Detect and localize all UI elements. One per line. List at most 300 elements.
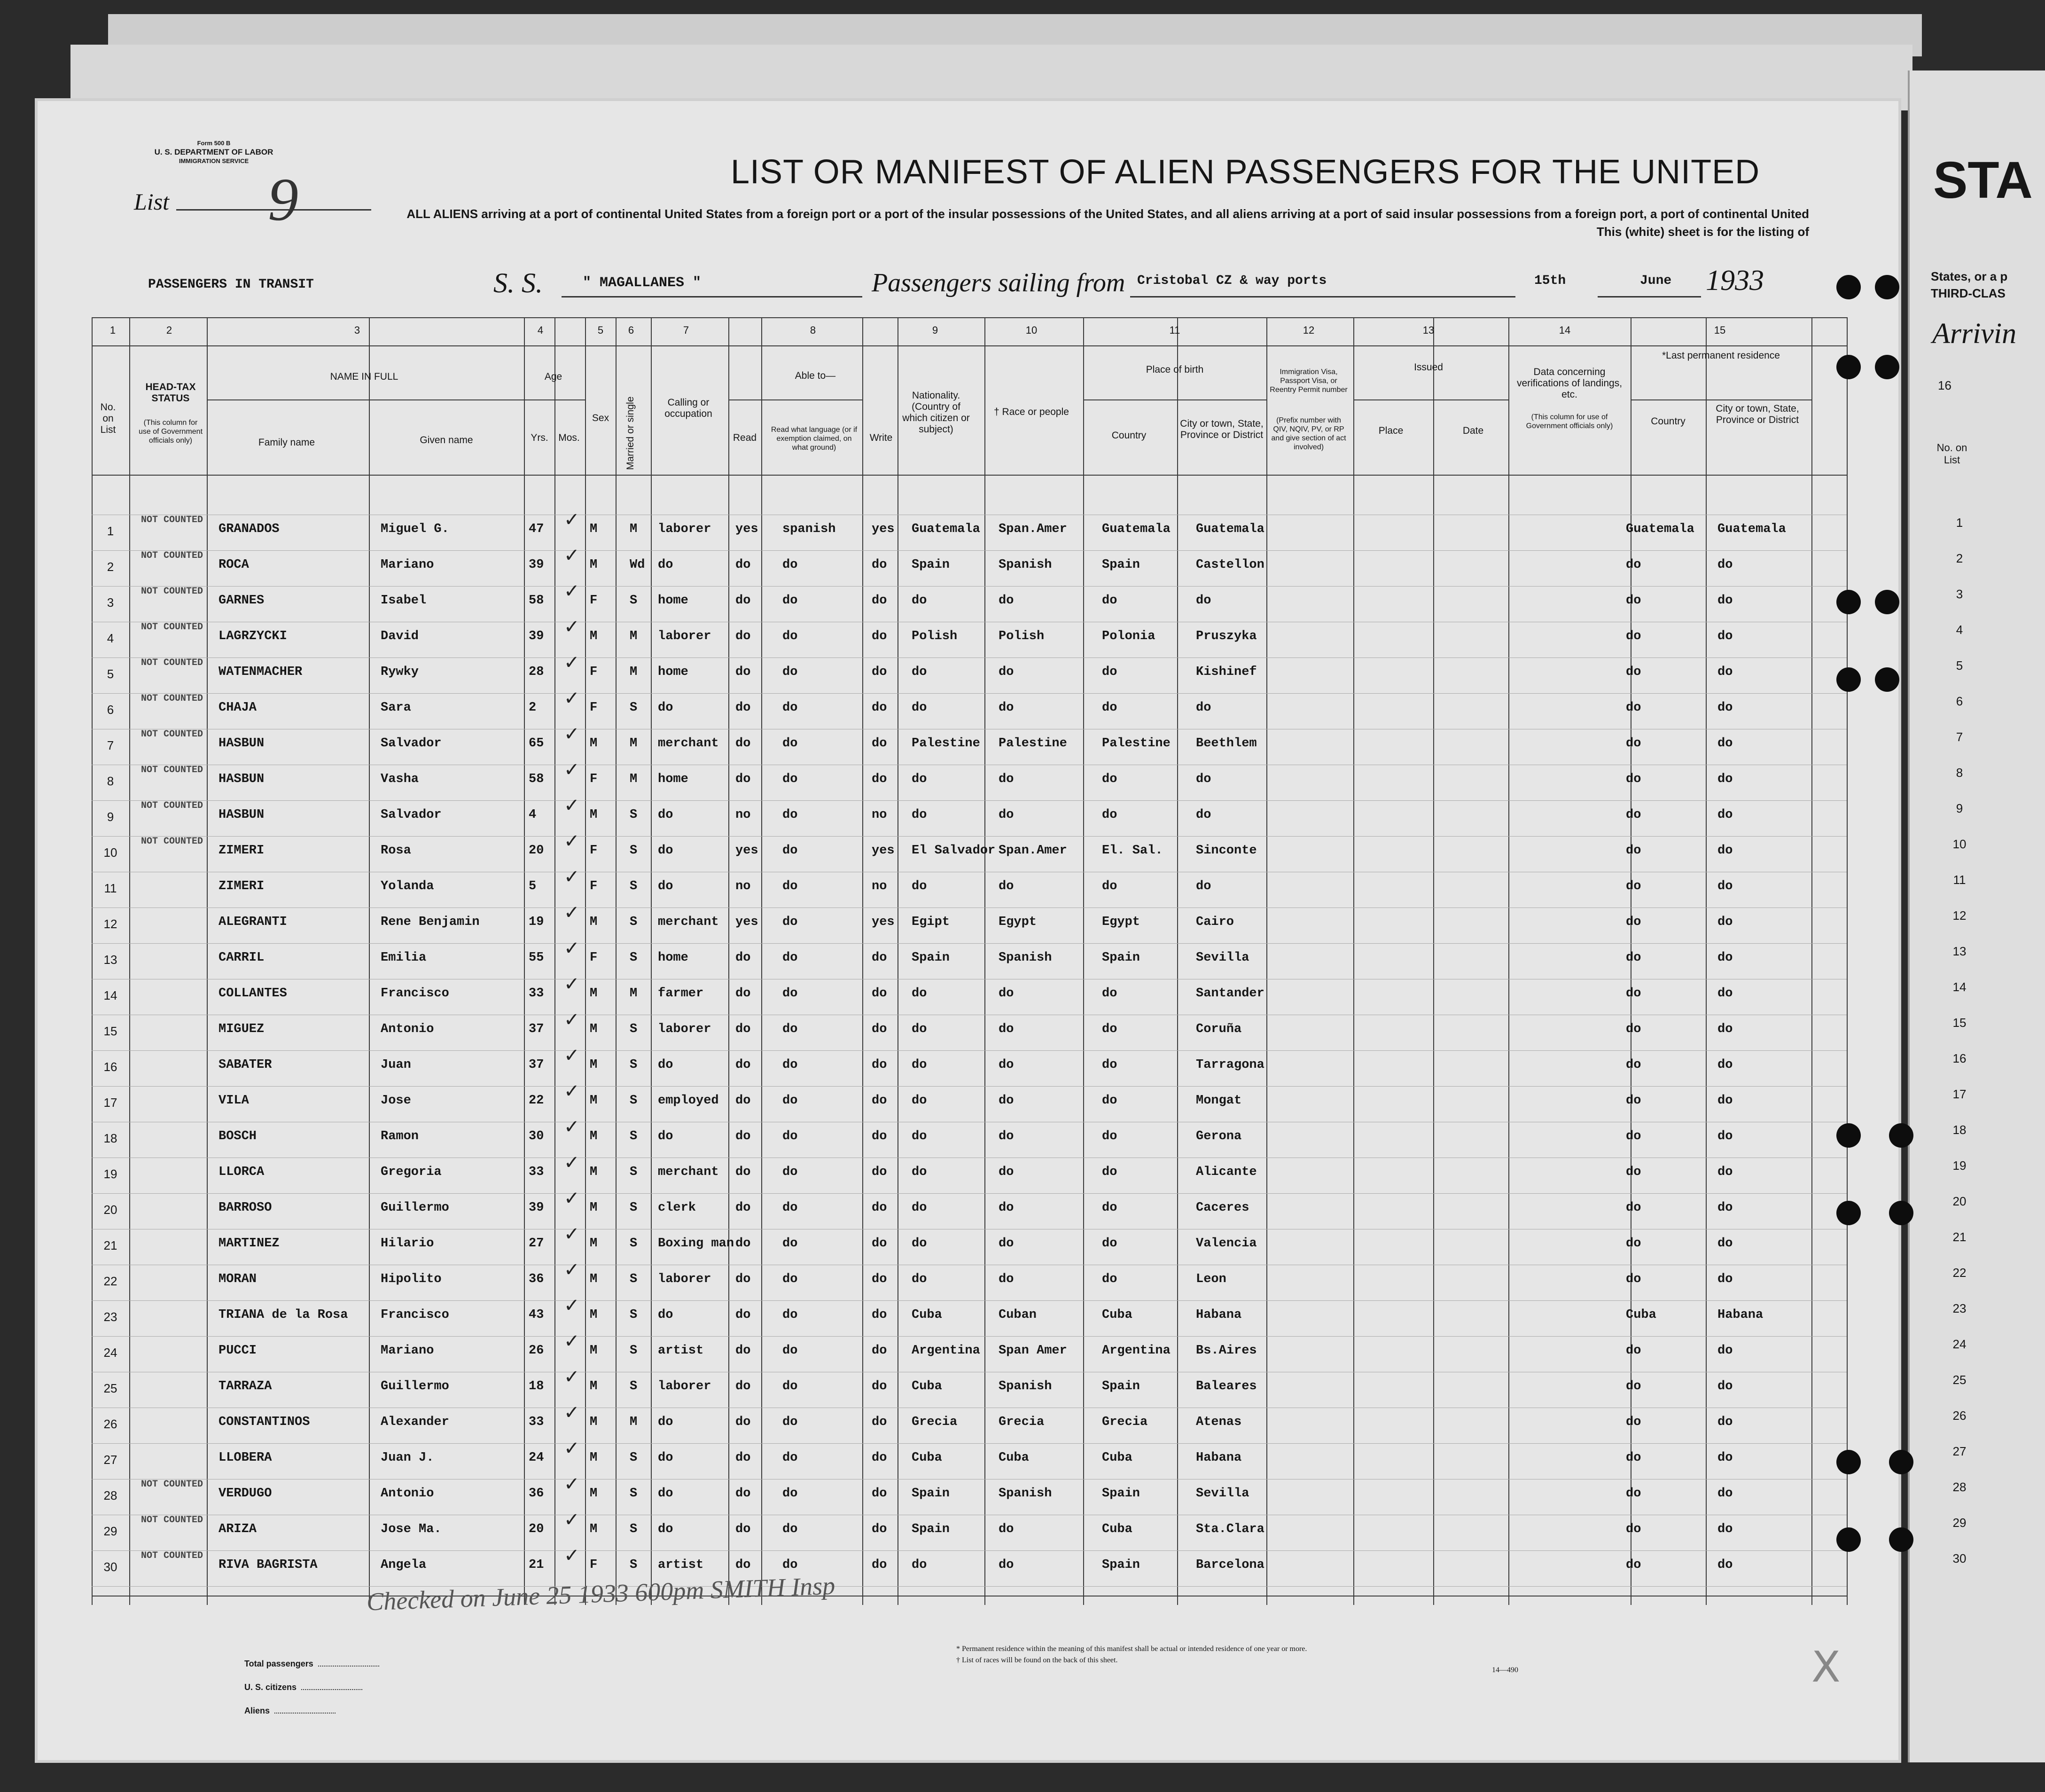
marital-status: S: [630, 1165, 638, 1179]
birth-country: do: [1102, 701, 1117, 715]
race: do: [999, 1558, 1014, 1572]
birth-country: Spain: [1102, 1487, 1140, 1501]
not-counted-stamp: NOT COUNTED: [141, 515, 203, 525]
read: do: [735, 1165, 751, 1179]
race: do: [999, 665, 1014, 679]
read: yes: [735, 844, 758, 858]
underlying-page-edge-2: [70, 45, 1912, 110]
residence-city: do: [1717, 1129, 1733, 1143]
birth-city: Sinconte: [1196, 844, 1257, 858]
write: do: [872, 1522, 887, 1536]
marital-status: S: [630, 1522, 638, 1536]
facing-row-number: 9: [1956, 801, 1963, 815]
check-mark-icon: ✓: [564, 1152, 580, 1174]
occupation: Boxing man: [658, 1236, 734, 1251]
col-num-1: 1: [109, 324, 116, 336]
birth-country: Guatemala: [1102, 522, 1171, 536]
marital-status: S: [630, 951, 638, 965]
birth-city: do: [1196, 808, 1211, 822]
residence-city: do: [1717, 1236, 1733, 1251]
facing-row-number: 12: [1952, 908, 1967, 923]
residence-country: do: [1626, 915, 1641, 929]
race: Spanish: [999, 1487, 1052, 1501]
marital-status: Wd: [630, 558, 645, 572]
read: do: [735, 1379, 751, 1393]
hdr-nationality: Nationality. (Country of which citizen or subject): [902, 390, 970, 435]
birth-city: do: [1196, 772, 1211, 786]
birth-city: Santander: [1196, 986, 1264, 1001]
col-num-5: 5: [597, 324, 604, 336]
read: do: [735, 594, 751, 608]
residence-country: do: [1626, 1415, 1641, 1429]
col-num-6: 6: [628, 324, 634, 336]
read: do: [735, 1487, 751, 1501]
marital-status: M: [630, 986, 638, 1001]
residence-country: Cuba: [1626, 1308, 1656, 1322]
sailing-day: 15th: [1534, 274, 1566, 288]
race: do: [999, 1272, 1014, 1286]
marital-status: S: [630, 1236, 638, 1251]
ss-label: S. S.: [493, 267, 543, 298]
residence-city: do: [1717, 665, 1733, 679]
table-row: [0, 973, 1967, 1019]
age: 58: [529, 594, 544, 608]
footer-citizens: U. S. citizens: [244, 1682, 362, 1692]
age: 30: [529, 1129, 544, 1143]
birth-country: do: [1102, 1058, 1117, 1072]
age: 55: [529, 951, 544, 965]
month-underline: [1598, 296, 1701, 297]
race: Span.Amer: [999, 522, 1067, 536]
table-row: [0, 545, 1963, 590]
sex: M: [590, 1058, 598, 1072]
birth-country: do: [1102, 594, 1117, 608]
age: 43: [529, 1308, 544, 1322]
residence-city: do: [1717, 701, 1733, 715]
write: do: [872, 736, 887, 751]
age: 39: [529, 558, 544, 572]
punch-hole: [1889, 1450, 1913, 1474]
given-name: Juan: [381, 1058, 411, 1072]
list-underline: [176, 209, 371, 211]
nationality: do: [912, 879, 927, 893]
read: do: [735, 986, 751, 1001]
race: do: [999, 1129, 1014, 1143]
hdr-given-name: Given name: [420, 435, 473, 446]
residence-country: do: [1626, 701, 1641, 715]
marital-status: S: [630, 1558, 638, 1572]
race: do: [999, 1058, 1014, 1072]
age: 24: [529, 1451, 544, 1465]
race: do: [999, 772, 1014, 786]
residence-country: do: [1626, 951, 1641, 965]
race: do: [999, 1165, 1014, 1179]
read-language: do: [782, 1058, 798, 1072]
sex: F: [590, 665, 598, 679]
row-number: 30: [103, 1560, 117, 1574]
row-number: 3: [107, 595, 114, 610]
residence-country: do: [1626, 1094, 1641, 1108]
birth-city: Beethlem: [1196, 736, 1257, 751]
nationality: do: [912, 594, 927, 608]
race: do: [999, 1094, 1014, 1108]
given-name: Jose: [381, 1094, 411, 1108]
write: no: [872, 879, 887, 893]
residence-country: do: [1626, 1558, 1641, 1572]
hdr-res-country: Country: [1651, 416, 1686, 427]
age: 22: [529, 1094, 544, 1108]
marital-status: M: [630, 736, 638, 751]
row-number: 14: [103, 988, 117, 1002]
read: do: [735, 701, 751, 715]
residence-city: do: [1717, 1451, 1733, 1465]
read-language: do: [782, 1522, 798, 1536]
birth-country: Spain: [1102, 1558, 1140, 1572]
age: 37: [529, 1022, 544, 1036]
sex: F: [590, 879, 598, 893]
nationality: do: [912, 1094, 927, 1108]
nationality: do: [912, 1236, 927, 1251]
check-mark-icon: ✓: [564, 1473, 580, 1495]
residence-country: do: [1626, 558, 1641, 572]
row-number: 17: [103, 1096, 117, 1110]
row-number: 21: [103, 1238, 117, 1252]
hdr-no-on-list: No. on List: [100, 402, 116, 435]
table-row: [0, 723, 1963, 769]
row-number: 25: [103, 1381, 117, 1395]
nationality: El Salvador: [912, 844, 996, 858]
birth-country: El. Sal.: [1102, 844, 1163, 858]
race: Egypt: [999, 915, 1037, 929]
marital-status: S: [630, 1272, 638, 1286]
read-language: do: [782, 1308, 798, 1322]
sex: M: [590, 1415, 598, 1429]
hdr-sex: Sex: [592, 413, 609, 423]
sex: M: [590, 736, 598, 751]
residence-country: do: [1626, 1487, 1641, 1501]
footer-code: 14—490: [1492, 1666, 1518, 1674]
residence-city: Guatemala: [1717, 522, 1786, 536]
residence-city: do: [1717, 1272, 1733, 1286]
given-name: Isabel: [381, 594, 427, 608]
age: 18: [529, 1379, 544, 1393]
read-language: do: [782, 1201, 798, 1215]
table-row: [0, 938, 1967, 983]
age: 4: [529, 808, 537, 822]
facing-row-number: 22: [1952, 1266, 1967, 1280]
residence-city: do: [1717, 844, 1733, 858]
read: do: [735, 1344, 751, 1358]
write: yes: [872, 915, 895, 929]
hdr-visa: Immigration Visa, Passport Visa, or Reentry Permit number: [1270, 368, 1348, 394]
transit-label: PASSENGERS IN TRANSIT: [148, 277, 314, 292]
grid-subhead-line: [524, 399, 585, 400]
read: do: [735, 1522, 751, 1536]
occupation: farmer: [658, 986, 704, 1001]
occupation: do: [658, 1522, 673, 1536]
birth-country: do: [1102, 665, 1117, 679]
age: 39: [529, 1201, 544, 1215]
facing-row-number: 4: [1956, 623, 1963, 637]
race: do: [999, 594, 1014, 608]
grid-subhead-line: [1631, 399, 1811, 400]
facing-row-number: 15: [1952, 1016, 1967, 1030]
birth-city: Barcelona: [1196, 1558, 1264, 1572]
read-language: do: [782, 1415, 798, 1429]
birth-city: Pruszyka: [1196, 629, 1257, 643]
age: 36: [529, 1272, 544, 1286]
read: do: [735, 1094, 751, 1108]
residence-country: do: [1626, 986, 1641, 1001]
occupation: artist: [658, 1344, 704, 1358]
residence-country: do: [1626, 1451, 1641, 1465]
sex: M: [590, 1451, 598, 1465]
write: do: [872, 1415, 887, 1429]
age: 2: [529, 701, 537, 715]
residence-country: do: [1626, 808, 1641, 822]
punch-hole: [1875, 667, 1899, 692]
check-mark-icon: ✓: [564, 973, 580, 995]
row-number: 11: [104, 881, 117, 895]
table-row: [0, 580, 1963, 626]
sex: F: [590, 701, 598, 715]
occupation: do: [658, 1451, 673, 1465]
hdr-write: Write: [869, 432, 893, 443]
table-row: [0, 688, 1963, 733]
family-name: VERDUGO: [219, 1487, 272, 1501]
given-name: Hipolito: [381, 1272, 442, 1286]
read-language: do: [782, 844, 798, 858]
facing-row-number: 14: [1952, 980, 1967, 994]
read: do: [735, 1272, 751, 1286]
write: do: [872, 1201, 887, 1215]
read-language: do: [782, 1094, 798, 1108]
punch-hole: [1889, 1201, 1913, 1225]
nationality: Cuba: [912, 1451, 942, 1465]
given-name: Rosa: [381, 844, 411, 858]
write: do: [872, 1165, 887, 1179]
given-name: Guillermo: [381, 1201, 449, 1215]
facing-row-number: 8: [1956, 766, 1963, 780]
table-row: [0, 1080, 1967, 1126]
given-name: Sara: [381, 701, 411, 715]
residence-city: do: [1717, 986, 1733, 1001]
age: 36: [529, 1487, 544, 1501]
grid-subhead-line: [1083, 399, 1266, 400]
facing-row-number: 11: [1953, 873, 1966, 887]
sex: M: [590, 1094, 598, 1108]
nationality: do: [912, 772, 927, 786]
family-name: LAGRZYCKI: [219, 629, 287, 643]
birth-city: Cairo: [1196, 915, 1234, 929]
hdr-issued-place: Place: [1378, 425, 1404, 436]
occupation: artist: [658, 1558, 704, 1572]
hdr-visa-note: (Prefix number with QIV, NQIV, PV, or RP and give section of act involved): [1271, 416, 1346, 451]
sex: M: [590, 1022, 598, 1036]
write: do: [872, 951, 887, 965]
read-language: do: [782, 1129, 798, 1143]
nationality: Grecia: [912, 1415, 958, 1429]
check-mark-icon: ✓: [564, 866, 580, 888]
write: do: [872, 1236, 887, 1251]
facing-row-number: 26: [1952, 1409, 1967, 1423]
residence-city: do: [1717, 808, 1733, 822]
occupation: do: [658, 844, 673, 858]
family-name: TRIANA de la Rosa: [219, 1308, 348, 1322]
facing-page-subtitle: States, or a p THIRD-CLAS: [1931, 269, 2008, 300]
read: no: [735, 808, 751, 822]
residence-city: do: [1717, 558, 1733, 572]
read: do: [735, 1558, 751, 1572]
birth-country: Spain: [1102, 1379, 1140, 1393]
marital-status: S: [630, 1129, 638, 1143]
col-num-15: 15: [1714, 324, 1726, 336]
residence-country: do: [1626, 879, 1641, 893]
read-language: spanish: [782, 522, 836, 536]
facing-page-arriving: Arrivin: [1932, 318, 2017, 350]
col-num-14: 14: [1559, 324, 1571, 336]
family-name: WATENMACHER: [219, 665, 303, 679]
race: do: [999, 879, 1014, 893]
grid-hline: [92, 317, 1847, 318]
col-num-9: 9: [932, 324, 938, 336]
birth-city: Sevilla: [1196, 951, 1249, 965]
row-number: 2: [107, 560, 114, 574]
facing-row-number: 24: [1952, 1337, 1967, 1351]
residence-city: do: [1717, 629, 1733, 643]
write: do: [872, 1344, 887, 1358]
residence-city: do: [1717, 1487, 1733, 1501]
age: 20: [529, 844, 544, 858]
facing-page: [1908, 70, 2045, 1762]
marital-status: M: [630, 665, 638, 679]
occupation: employed: [658, 1094, 719, 1108]
grid-hline: [92, 475, 1847, 476]
port-underline: [1130, 296, 1515, 297]
family-name: GRANADOS: [219, 522, 280, 536]
table-row: [0, 759, 1963, 805]
table-row: [0, 830, 1967, 876]
hdr-head-tax-note: (This column for use of Government officials only): [138, 419, 203, 445]
marital-status: S: [630, 1308, 638, 1322]
table-row: [0, 616, 1963, 662]
row-number: 16: [103, 1060, 117, 1074]
table-row: [0, 1223, 1967, 1269]
nationality: Egipt: [912, 915, 950, 929]
facing-row-number: 19: [1952, 1158, 1967, 1173]
residence-country: do: [1626, 1022, 1641, 1036]
facing-row-number: 2: [1956, 551, 1963, 565]
table-row: [0, 795, 1963, 840]
facing-row-number: 28: [1952, 1480, 1967, 1494]
residence-country: Guatemala: [1626, 522, 1694, 536]
sex: M: [590, 808, 598, 822]
given-name: Salvador: [381, 736, 442, 751]
check-mark-icon: ✓: [564, 1509, 580, 1531]
facing-page-title: STA: [1933, 151, 2033, 209]
write: do: [872, 1308, 887, 1322]
write: do: [872, 1272, 887, 1286]
residence-country: do: [1626, 629, 1641, 643]
not-counted-stamp: NOT COUNTED: [141, 586, 203, 597]
family-name: ARIZA: [219, 1522, 257, 1536]
read-language: do: [782, 879, 798, 893]
marital-status: S: [630, 1344, 638, 1358]
birth-city: do: [1196, 594, 1211, 608]
form-number-block: Form 500 B U. S. DEPARTMENT OF LABOR IMMIGRATION SERVICE: [154, 140, 273, 164]
check-mark-icon: ✓: [564, 580, 580, 602]
read-language: do: [782, 1022, 798, 1036]
sex: F: [590, 1558, 598, 1572]
write: do: [872, 1094, 887, 1108]
residence-country: do: [1626, 1272, 1641, 1286]
hdr-name-in-full: NAME IN FULL: [330, 371, 398, 382]
birth-country: do: [1102, 1272, 1117, 1286]
nationality: Guatemala: [912, 522, 980, 536]
check-mark-icon: ✓: [564, 1402, 580, 1424]
write: yes: [872, 522, 895, 536]
punch-hole: [1836, 355, 1861, 379]
marital-status: S: [630, 1022, 638, 1036]
race: Spanish: [999, 558, 1052, 572]
marital-status: S: [630, 808, 638, 822]
row-number: 24: [103, 1346, 117, 1360]
nationality: do: [912, 1165, 927, 1179]
table-row: [0, 1045, 1967, 1090]
family-name: COLLANTES: [219, 986, 287, 1001]
family-name: LLORCA: [219, 1165, 265, 1179]
nationality: do: [912, 1129, 927, 1143]
write: do: [872, 665, 887, 679]
residence-city: do: [1717, 1201, 1733, 1215]
check-mark-icon: ✓: [564, 545, 580, 566]
family-name: VILA: [219, 1094, 249, 1108]
row-number: 15: [103, 1024, 117, 1038]
read-language: do: [782, 1165, 798, 1179]
check-mark-icon: ✓: [564, 1009, 580, 1031]
occupation: merchant: [658, 1165, 719, 1179]
residence-city: do: [1717, 1344, 1733, 1358]
check-mark-icon: ✓: [564, 1188, 580, 1209]
punch-hole: [1836, 1123, 1861, 1148]
age: 26: [529, 1344, 544, 1358]
residence-city: do: [1717, 1379, 1733, 1393]
nationality: do: [912, 808, 927, 822]
given-name: Antonio: [381, 1487, 434, 1501]
residence-country: do: [1626, 1165, 1641, 1179]
given-name: Rywky: [381, 665, 419, 679]
read: do: [735, 772, 751, 786]
hdr-last-residence: *Last permanent residence: [1662, 350, 1780, 361]
row-number: 23: [103, 1310, 117, 1324]
given-name: Ramon: [381, 1129, 419, 1143]
family-name: GARNES: [219, 594, 265, 608]
residence-country: do: [1626, 1522, 1641, 1536]
punch-hole: [1875, 355, 1899, 379]
row-number: 22: [103, 1274, 117, 1288]
read-language: do: [782, 915, 798, 929]
read-language: do: [782, 1236, 798, 1251]
age: 58: [529, 772, 544, 786]
write: do: [872, 1379, 887, 1393]
facing-row-number: 16: [1952, 1051, 1967, 1065]
occupation: do: [658, 1487, 673, 1501]
age: 33: [529, 986, 544, 1001]
row-number: 28: [103, 1488, 117, 1502]
hdr-res-city: City or town, State, Province or District: [1716, 403, 1799, 425]
residence-city: do: [1717, 951, 1733, 965]
age: 47: [529, 522, 544, 536]
